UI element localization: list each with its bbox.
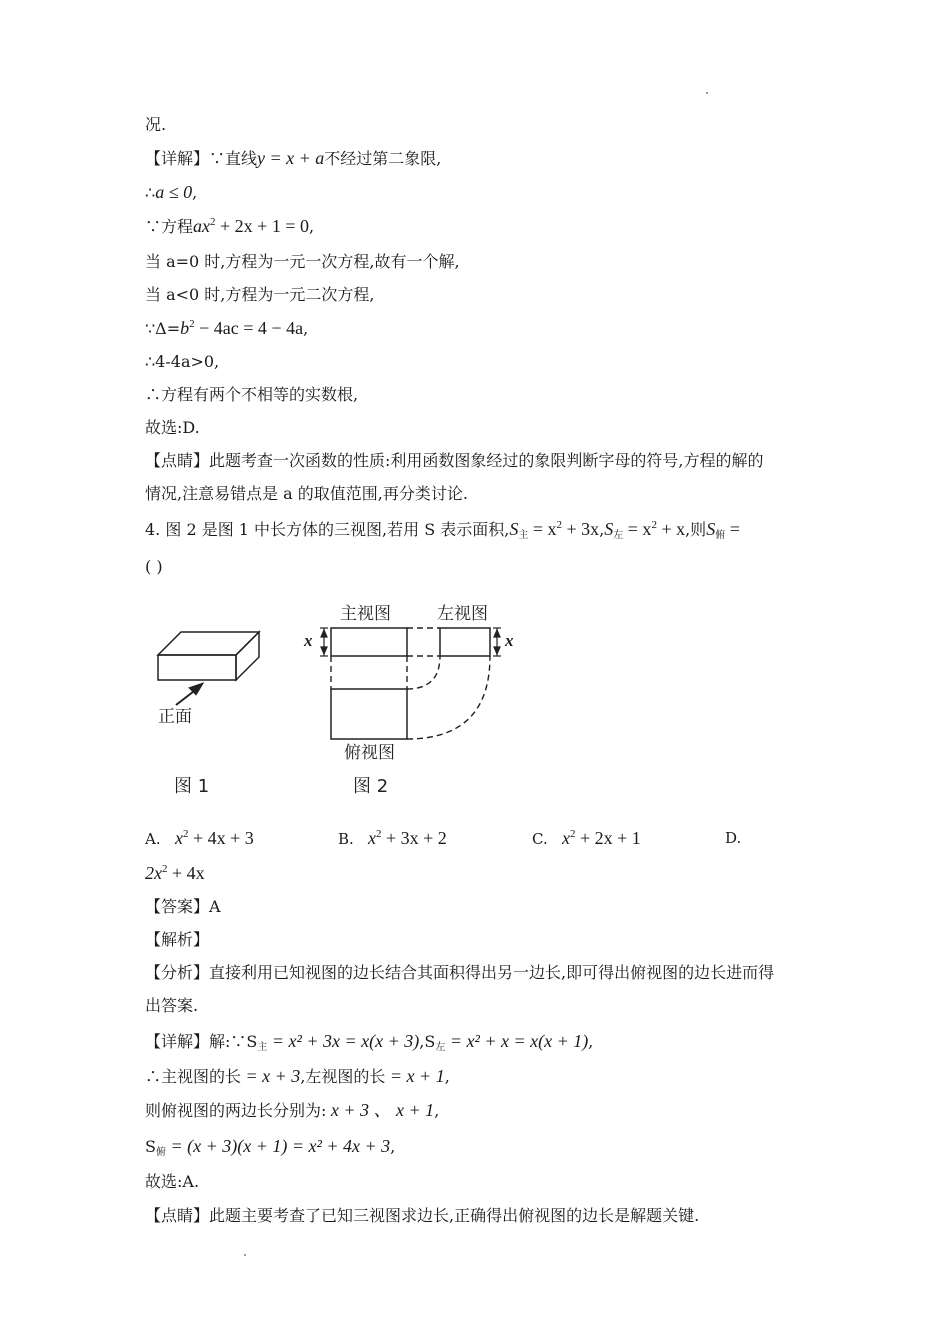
x-label-left: x (304, 631, 313, 650)
detail-line-3: 则俯视图的两边长分别为: x + 3 、 x + 1, (145, 1100, 440, 1120)
comment-line: 【点睛】此题主要考查了已知三视图求边长,正确得出俯视图的边长是解题关键. (145, 1206, 700, 1225)
question-4-stem: 4. 图 2 是图 1 中长方体的三视图,若用 S 表示面积$,S_主 = x^2 + 3x,S_左 = x^2 + x$,则$S_俯$ = (145, 519, 740, 541)
text-line-8: ∴4-4a>0, (145, 352, 220, 371)
front-label: 正面 (158, 707, 192, 727)
main-view-rect (331, 628, 407, 656)
cuboid-figure (158, 632, 259, 680)
text-line-9: ∴方程有两个不相等的实数根, (145, 385, 359, 404)
fig1-caption: 图 1 (174, 776, 210, 797)
top-view-label: 俯视图 (344, 743, 395, 763)
analysis-line-2: 出答案. (145, 996, 199, 1015)
detail-line-4: $S_俯 = (x + 3)(x + 1) = x^2 + 4x + 3$, (145, 1136, 396, 1158)
text-line-7: $\because\Delta=b^2 - 4ac = 4 - 4a$, (145, 318, 309, 338)
text-line-10: 故选:D. (145, 418, 200, 437)
text-line-11: 【点睛】此题考查一次函数的性质:利用函数图象经过的象限判断字母的符号,方程的解的 (145, 451, 764, 470)
fig2-caption: 图 2 (353, 776, 389, 797)
left-view-label: 左视图 (437, 604, 488, 624)
text-line-4: ∵方程$ax^2 + 2x + 1 = 0$, (145, 216, 315, 236)
corner-dot-bottom (244, 1254, 246, 1256)
x-label-right: x (505, 631, 514, 650)
text-line-1: 况. (145, 115, 167, 134)
option-d-label[interactable]: D. (725, 829, 742, 847)
text-line-12: 情况,注意易错点是 a 的取值范围,再分类讨论. (145, 484, 468, 503)
option-b[interactable]: B. $x^2 + 3x + 2$ (338, 828, 447, 848)
text-line-3: ∴a ≤ 0, (145, 182, 198, 202)
projection-dashes (331, 628, 490, 739)
main-view-label: 主视图 (340, 604, 391, 624)
left-view-rect (440, 628, 490, 656)
question-4-paren: ( ) (145, 557, 163, 576)
answer-line: 【答案】A (145, 897, 221, 916)
analysis-line-1: 【分析】直接利用已知视图的边长结合其面积得出另一边长,即可得出俯视图的边长进而得 (145, 963, 775, 982)
detail-line-2: ∴主视图的长 = x + 3,左视图的长 = x + 1, (145, 1066, 450, 1086)
text-line-2: 【详解】∵直线y = x + a不经过第二象限, (145, 148, 442, 168)
main-height-marker (320, 628, 328, 656)
left-height-marker (493, 628, 501, 656)
text-line-6: 当 a<0 时,方程为一元二次方程, (145, 285, 375, 304)
front-arrow (176, 684, 202, 705)
analysis-tag: 【解析】 (145, 930, 210, 949)
detail-line-5: 故选:A. (145, 1172, 200, 1191)
option-c[interactable]: C. $x^2 + 2x + 1$ (532, 828, 641, 848)
option-d-expr[interactable]: $2x^2 + 4x$ (145, 863, 205, 883)
option-a[interactable]: A. $x^2 + 4x + 3$ (145, 828, 254, 848)
detail-line-1: 【详解】解$:\because S_主 = x^2 + 3x = x(x + 3),S_左 = x^2 + x = x(x + 1)$, (145, 1031, 594, 1053)
top-view-rect (331, 689, 407, 739)
text-line-5: 当 a=0 时,方程为一元一次方程,故有一个解, (145, 252, 460, 271)
